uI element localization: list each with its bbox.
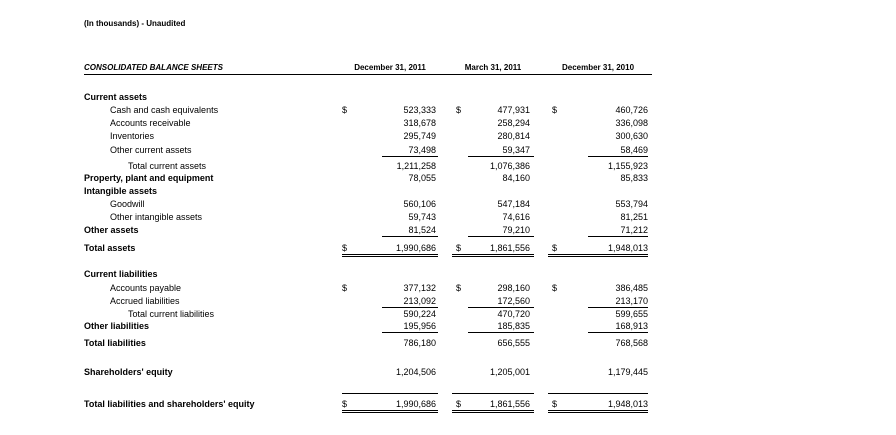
subtotal-rule	[382, 332, 438, 333]
row-value: 1,204,506	[395, 367, 436, 377]
subtotal-rule	[468, 332, 534, 333]
column-header-mar-2011: March 31, 2011	[464, 63, 522, 72]
row-value: 1,211,258	[396, 161, 436, 171]
row-value: 553,794	[615, 199, 648, 209]
row-label: Cash and cash equivalents	[110, 105, 219, 115]
row-label: Total current liabilities	[128, 309, 215, 319]
subtotal-rule	[588, 156, 648, 157]
double-rule	[342, 410, 438, 413]
row-value: 59,347	[502, 145, 530, 155]
row-value: 477,931	[497, 105, 530, 115]
subtotal-rule	[382, 156, 438, 157]
subtotal-rule	[468, 156, 534, 157]
currency-symbol: $	[456, 399, 462, 409]
row-value: 386,485	[615, 283, 648, 293]
table-row	[0, 268, 896, 280]
table-row	[0, 144, 896, 156]
row-label: Current assets	[84, 92, 148, 102]
table-row	[0, 104, 896, 116]
row-value: 656,555	[497, 338, 530, 348]
row-label: Accounts receivable	[110, 118, 191, 128]
row-value: 280,814	[497, 131, 530, 141]
row-value: 258,294	[497, 118, 530, 128]
currency-symbol: $	[342, 243, 348, 253]
currency-symbol: $	[456, 243, 462, 253]
table-row	[0, 242, 896, 254]
row-value: 470,720	[497, 309, 530, 319]
subtotal-rule	[468, 236, 534, 237]
row-value: 168,913	[615, 321, 648, 331]
table-row	[0, 320, 896, 332]
table-row	[0, 224, 896, 236]
row-label: Accounts payable	[110, 283, 182, 293]
row-value: 73,498	[408, 145, 436, 155]
row-label: Total current assets	[128, 161, 207, 171]
row-label: Accrued liabilities	[110, 296, 180, 306]
row-value: 1,205,001	[489, 367, 530, 377]
row-value: 79,210	[502, 225, 530, 235]
currency-symbol: $	[342, 399, 348, 409]
row-label: Other assets	[84, 225, 139, 235]
row-value: 1,948,013	[607, 243, 648, 253]
table-row	[0, 130, 896, 142]
table-row	[0, 398, 896, 410]
row-value: 85,833	[620, 173, 648, 183]
row-label: Inventories	[110, 131, 155, 141]
table-row	[0, 160, 896, 172]
table-row	[0, 282, 896, 294]
row-value: 84,160	[502, 173, 530, 183]
row-label: Total liabilities and shareholders' equity	[84, 399, 255, 409]
row-label: Total liabilities	[84, 338, 146, 348]
row-value: 1,948,013	[607, 399, 648, 409]
row-label: Total assets	[84, 243, 136, 253]
column-header-dec-2011: December 31, 2011	[354, 63, 426, 72]
row-value: 195,956	[403, 321, 436, 331]
row-label: Goodwill	[110, 199, 145, 209]
currency-symbol: $	[552, 283, 558, 293]
currency-symbol: $	[342, 105, 348, 115]
row-value: 1,990,686	[395, 243, 436, 253]
header-rule	[84, 74, 652, 75]
currency-symbol: $	[456, 105, 462, 115]
row-label: Other liabilities	[84, 321, 150, 331]
row-label: Property, plant and equipment	[84, 173, 214, 183]
table-row	[0, 91, 896, 103]
row-value: 460,726	[615, 105, 648, 115]
row-value: 547,184	[497, 199, 530, 209]
total-top-rule	[452, 393, 534, 394]
double-rule	[452, 254, 534, 257]
table-row	[0, 295, 896, 307]
table-row	[0, 172, 896, 184]
table-row	[0, 211, 896, 223]
row-value: 59,743	[408, 212, 436, 222]
table-row	[0, 308, 896, 320]
row-value: 1,861,556	[489, 399, 530, 409]
currency-symbol: $	[456, 283, 462, 293]
double-rule	[452, 410, 534, 413]
row-value: 74,616	[502, 212, 530, 222]
row-value: 768,568	[615, 338, 648, 348]
statement-title: CONSOLIDATED BALANCE SHEETS	[84, 63, 223, 72]
table-row	[0, 198, 896, 210]
row-value: 377,132	[403, 283, 436, 293]
row-value: 336,098	[615, 118, 648, 128]
row-value: 213,170	[615, 296, 648, 306]
currency-symbol: $	[552, 243, 558, 253]
row-value: 81,524	[408, 225, 436, 235]
double-rule	[342, 254, 438, 257]
row-value: 78,055	[408, 173, 436, 183]
row-value: 1,179,445	[607, 367, 648, 377]
table-row	[0, 117, 896, 129]
row-value: 1,155,923	[607, 161, 648, 171]
row-label: Current liabilities	[84, 269, 158, 279]
row-value: 298,160	[497, 283, 530, 293]
units-note: (In thousands) - Unaudited	[84, 19, 186, 28]
subtotal-rule	[382, 236, 438, 237]
row-label: Other intangible assets	[110, 212, 203, 222]
table-row	[0, 185, 896, 197]
table-row	[0, 366, 896, 378]
row-value: 523,333	[403, 105, 436, 115]
currency-symbol: $	[342, 283, 348, 293]
row-value: 172,560	[497, 296, 530, 306]
row-value: 786,180	[403, 338, 436, 348]
total-top-rule	[548, 393, 648, 394]
double-rule	[548, 254, 648, 257]
currency-symbol: $	[552, 105, 558, 115]
row-label: Other current assets	[110, 145, 192, 155]
double-rule	[548, 410, 648, 413]
row-value: 71,212	[620, 225, 648, 235]
row-value: 185,835	[497, 321, 530, 331]
row-value: 1,990,686	[395, 399, 436, 409]
row-value: 1,076,386	[489, 161, 530, 171]
row-label: Shareholders' equity	[84, 367, 173, 377]
row-value: 599,655	[615, 309, 648, 319]
table-row	[0, 337, 896, 349]
row-value: 1,861,556	[489, 243, 530, 253]
row-value: 318,678	[403, 118, 436, 128]
row-value: 213,092	[403, 296, 436, 306]
currency-symbol: $	[552, 399, 558, 409]
row-value: 590,224	[403, 309, 436, 319]
subtotal-rule	[588, 332, 648, 333]
column-header-dec-2010: December 31, 2010	[561, 63, 635, 72]
row-label: Intangible assets	[84, 186, 158, 196]
row-value: 58,469	[620, 145, 648, 155]
subtotal-rule	[588, 236, 648, 237]
row-value: 81,251	[620, 212, 648, 222]
row-value: 300,630	[615, 131, 648, 141]
total-top-rule	[342, 393, 438, 394]
row-value: 295,749	[403, 131, 436, 141]
row-value: 560,106	[403, 199, 436, 209]
